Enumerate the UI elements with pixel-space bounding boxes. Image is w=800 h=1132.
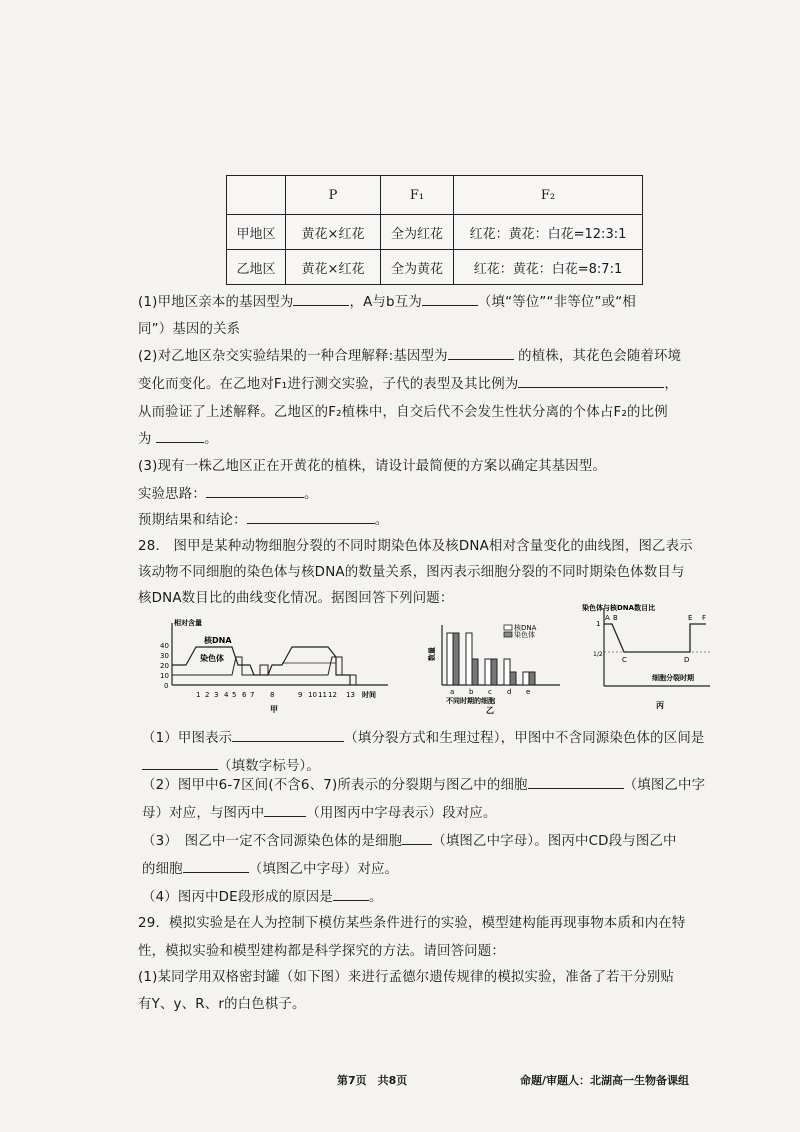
q28-sub2-line2 xyxy=(142,802,497,821)
table-cell: 甲地区 xyxy=(227,215,286,250)
figure-yi-svg xyxy=(420,615,570,715)
table-cell: 黄花×红花 xyxy=(286,250,381,285)
text: （填图乙中字 xyxy=(623,778,706,793)
q28-line-1: 28. 图甲是某种动物细胞分裂的不同时期染色体及核DNA相对含量变化的曲线图，图乙表示 xyxy=(138,539,693,554)
q27-line-3 xyxy=(138,345,681,364)
text: （填分裂方式和生理过程），甲图中不含同源染色体的区间是 xyxy=(344,731,705,746)
q28-sub4-line1 xyxy=(142,886,383,905)
q29-line-1: 29．模拟实验是在人为控制下模仿某些条件进行的实验，模型建构能再现事物本质和内在特 xyxy=(138,916,686,931)
answer-blank[interactable] xyxy=(264,816,306,817)
q27-line-6 xyxy=(138,428,218,447)
table-row xyxy=(227,215,643,250)
text: （4）图丙中DE段形成的原因是 xyxy=(142,890,333,905)
table-cell: 红花：黄花：白花=12:3:1 xyxy=(454,215,643,250)
text: 。 xyxy=(374,513,389,528)
q27-line-9 xyxy=(138,509,388,528)
text: （填数字标号）。 xyxy=(218,759,321,774)
table-cell: 黄花×红花 xyxy=(286,215,381,250)
figure-yi-bar xyxy=(491,659,497,685)
figure-jia-ylabel: 相对含量 xyxy=(174,619,202,627)
figure-bing-point: D xyxy=(684,656,690,664)
text: ， xyxy=(664,377,679,392)
figure-jia-xtick: 12 xyxy=(328,691,337,699)
text: 的植株，其花色会随着环境 xyxy=(518,349,682,364)
figure-yi-bar xyxy=(447,633,453,685)
text: 。 xyxy=(303,487,318,502)
text: 。 xyxy=(204,432,218,447)
answer-blank[interactable] xyxy=(183,872,249,873)
q27-line-5: 从而验证了上述解释。乙地区的F₂植株中，自交后代不会发生性状分离的个体占F₂的比例 xyxy=(138,405,668,420)
text: (1)甲地区亲本的基因型为 xyxy=(138,295,294,310)
figure-yi-bar xyxy=(466,633,472,685)
answer-blank[interactable] xyxy=(247,523,375,524)
figure-bing-svg xyxy=(578,602,718,714)
author-note: 命题/审题人：北湖高一生物备课组 xyxy=(520,1074,690,1087)
answer-blank[interactable] xyxy=(293,305,349,306)
q29-line-3: (1)某同学用双格密封罐（如下图）来进行孟德尔遗传规律的模拟实验，准备了若干分别贴 xyxy=(138,970,675,985)
figure-jia-xtick: 5 xyxy=(232,691,237,699)
text: （1）甲图表示 xyxy=(142,731,233,746)
text: 实验思路： xyxy=(138,487,206,502)
figure-jia-ytick: 10 xyxy=(160,672,169,680)
figure-yi-ylabel: 数量 xyxy=(428,647,436,661)
figure-jia-xtick: 1 xyxy=(196,691,201,699)
figure-yi-category: a xyxy=(450,688,455,696)
figure-jia-xtick: 6 xyxy=(242,691,247,699)
figure-yi-category: d xyxy=(507,688,512,696)
figure-yi-bar xyxy=(453,633,459,685)
text: （填“等位”“非等位”或“相 xyxy=(477,295,636,310)
figure-bing xyxy=(578,602,718,714)
figure-bing-caption: 丙 xyxy=(656,701,664,710)
figure-jia-svg xyxy=(150,615,395,715)
figure-yi-bar xyxy=(523,672,529,685)
figure-jia-xtick: 7 xyxy=(250,691,255,699)
figure-yi xyxy=(420,615,570,715)
figure-jia-chrom-label: 染色体 xyxy=(200,654,224,663)
figure-jia-ytick: 40 xyxy=(160,642,169,650)
q27-line-8 xyxy=(138,483,318,502)
figure-bing-point: B xyxy=(613,614,618,622)
figure-jia-xtick: 4 xyxy=(224,691,229,699)
figure-yi-xlabel: 不同时期的细胞 xyxy=(446,697,495,705)
figure-jia-ytick: 20 xyxy=(160,662,169,670)
answer-blank[interactable] xyxy=(333,900,369,901)
figure-bing-point: E xyxy=(688,614,693,622)
q28-line-3: 核DNA数目比的曲线变化情况。据图回答下列问题： xyxy=(138,591,454,606)
text: 变化而变化。在乙地对F₁进行测交实验，子代的表型及其比例为 xyxy=(138,377,519,392)
figure-bing-ytick: 1 xyxy=(596,620,601,628)
text: 为 xyxy=(138,432,152,447)
figure-bing-xlabel: 细胞分裂时期 xyxy=(652,674,694,682)
figure-jia-xtick: 10 xyxy=(308,691,317,699)
figure-jia-xtick: 13 xyxy=(346,691,355,699)
q29-line-2: 性，模拟实验和模型建构都是科学探究的方法。请回答问题： xyxy=(138,944,505,959)
q27-line-2: 同”）基因的关系 xyxy=(138,322,241,337)
figure-bing-point: C xyxy=(622,656,627,664)
text: （3） 图乙中一定不含同源染色体的是细胞 xyxy=(142,834,403,849)
figure-yi-category: e xyxy=(526,688,531,696)
table-cell: 全为黄花 xyxy=(381,250,454,285)
table-header-cell xyxy=(227,176,286,215)
answer-blank[interactable] xyxy=(422,305,478,306)
text: 。 xyxy=(368,890,383,905)
table-cell: 乙地区 xyxy=(227,250,286,285)
page-number: 第7页 共8页 xyxy=(337,1074,408,1087)
table-cell: 红花：黄花：白花=8:7:1 xyxy=(454,250,643,285)
text: 的细胞 xyxy=(142,862,183,877)
table-header-row xyxy=(227,176,643,215)
figure-jia-dna-label: 核DNA xyxy=(204,636,232,645)
q27-line-1 xyxy=(138,291,636,310)
q28-sub2-line1 xyxy=(142,774,705,793)
text: （用图丙中字母表示）段对应。 xyxy=(306,806,497,821)
figure-yi-legend-entry: 染色体 xyxy=(514,631,535,639)
q27-line-4 xyxy=(138,373,678,392)
text: （2）图甲中6-7区间(不含6、7)所表示的分裂期与图乙中的细胞 xyxy=(142,778,528,793)
q27-line-7: (3)现有一株乙地区正在开黄花的植株，请设计最简便的方案以确定其基因型。 xyxy=(138,459,607,474)
figure-yi-category: b xyxy=(469,688,474,696)
table-header-cell: F₁ xyxy=(381,176,454,215)
q28-sub1-line1 xyxy=(142,727,705,746)
figure-jia xyxy=(150,615,395,715)
figure-jia-ytick: 30 xyxy=(160,652,169,660)
figure-yi-bar xyxy=(504,659,510,685)
figure-jia-xtick: 11 xyxy=(318,691,327,699)
figure-yi-caption: 乙 xyxy=(486,706,494,715)
text: （填图乙中字母）对应。 xyxy=(248,862,399,877)
answer-blank[interactable] xyxy=(402,844,432,845)
answer-blank[interactable] xyxy=(528,788,624,789)
answer-blank[interactable] xyxy=(156,442,204,443)
answer-blank[interactable] xyxy=(142,769,218,770)
figure-bing-point: A xyxy=(605,614,610,622)
text: ，A与b互为 xyxy=(349,295,422,310)
answer-blank[interactable] xyxy=(448,359,514,360)
answer-blank[interactable] xyxy=(518,387,664,388)
figure-yi-bar xyxy=(485,659,491,685)
figure-jia-xlabel: 时间 xyxy=(362,691,376,699)
figure-yi-legend-entry: 核DNA xyxy=(514,624,537,632)
figure-bing-point: F xyxy=(702,614,707,622)
q28-sub3-line2 xyxy=(142,858,398,877)
figure-bing-ylabel: 染色体与核DNA数目比 xyxy=(582,604,656,612)
answer-blank[interactable] xyxy=(232,741,344,742)
figure-jia-xtick: 2 xyxy=(205,691,210,699)
figure-yi-bar xyxy=(510,672,516,685)
text: （填图乙中字母）。图丙中CD段与图乙中 xyxy=(432,834,677,849)
figure-yi-category: c xyxy=(488,688,492,696)
text: (2)对乙地区杂交实验结果的一种合理解释:基因型为 xyxy=(138,349,448,364)
cross-result-table xyxy=(226,175,643,285)
figure-yi-bar xyxy=(472,659,478,685)
figure-jia-xtick: 8 xyxy=(270,691,275,699)
table-header-cell: F₂ xyxy=(454,176,643,215)
figure-bing-curve xyxy=(604,624,706,652)
table-cell: 全为红花 xyxy=(381,215,454,250)
figure-bing-ytick: 1/2 xyxy=(593,651,603,658)
figure-jia-xtick: 3 xyxy=(214,691,219,699)
table-row xyxy=(227,250,643,285)
answer-blank[interactable] xyxy=(206,497,304,498)
text: 预期结果和结论： xyxy=(138,513,247,528)
text: 母）对应，与图丙中 xyxy=(142,806,265,821)
table-header-cell: P xyxy=(286,176,381,215)
q29-line-4: 有Y、y、R、r的白色棋子。 xyxy=(138,997,306,1012)
q28-sub3-line1 xyxy=(142,830,677,849)
figure-jia-dna-curve xyxy=(172,647,350,685)
figure-jia-caption: 甲 xyxy=(270,705,278,714)
figure-jia-ytick: 0 xyxy=(164,682,169,690)
q28-line-2: 该动物不同细胞的染色体与核DNA的数量关系，图丙表示细胞分裂的不同时期染色体数目与 xyxy=(138,565,685,580)
figure-yi-bar xyxy=(529,672,535,685)
figure-jia-xtick: 9 xyxy=(298,691,303,699)
q28-sub1-line2 xyxy=(142,755,320,774)
